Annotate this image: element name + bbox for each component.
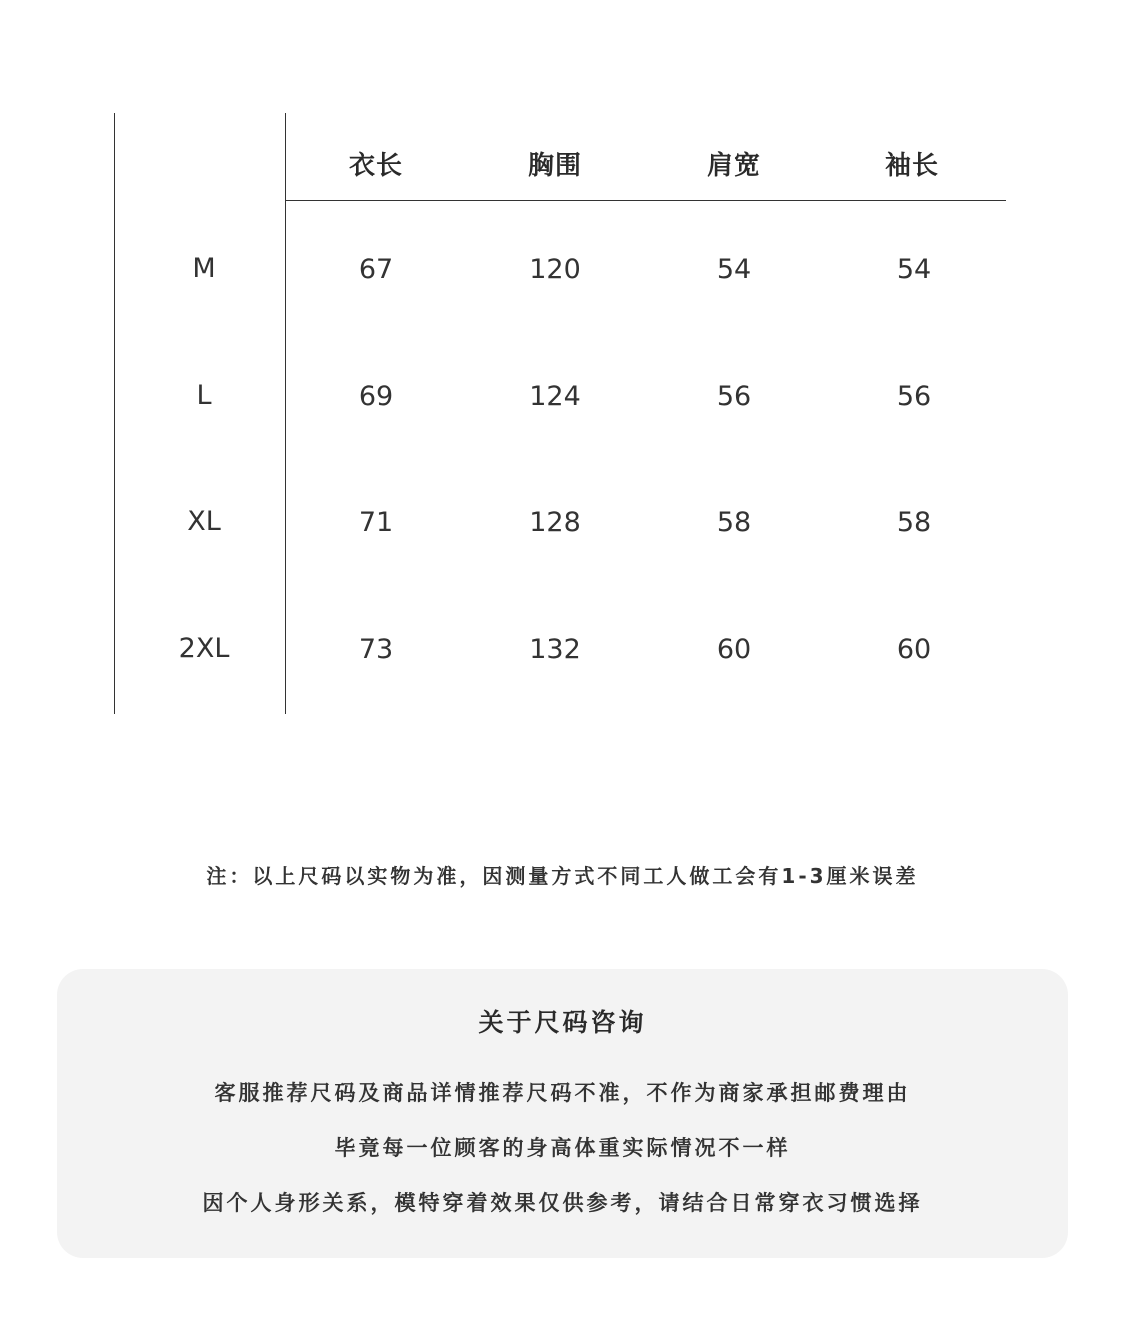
table-cell: 58: [896, 507, 932, 538]
size-label-2xl: 2XL: [178, 633, 230, 664]
table-cell: 124: [529, 381, 581, 412]
table-cell: 56: [896, 381, 932, 412]
info-line: 因个人身形关系，模特穿着效果仅供参考，请结合日常穿衣习惯选择: [202, 1191, 923, 1215]
header-chest: 胸围: [527, 151, 582, 181]
table-cell: 120: [529, 254, 581, 285]
size-label-xl: XL: [187, 506, 221, 537]
header-length: 衣长: [348, 151, 403, 181]
table-cell: 69: [358, 381, 394, 412]
size-label-l: L: [196, 380, 212, 411]
table-cell: 54: [896, 254, 932, 285]
measurement-note: 注：以上尺码以实物为准，因测量方式不同工人做工会有1-3厘米误差: [206, 864, 919, 888]
table-header-divider: [286, 200, 1006, 201]
table-cell: 128: [529, 507, 581, 538]
header-shoulder: 肩宽: [706, 151, 761, 181]
table-cell: 73: [358, 634, 394, 665]
table-cell: 54: [716, 254, 752, 285]
table-cell: 71: [358, 507, 394, 538]
info-title: 关于尺码咨询: [478, 1008, 647, 1037]
table-cell: 60: [716, 634, 752, 665]
table-cell: 56: [716, 381, 752, 412]
table-column-divider: [285, 113, 286, 714]
table-cell: 67: [358, 254, 394, 285]
header-sleeve: 袖长: [884, 151, 939, 181]
table-left-border: [114, 113, 115, 714]
table-cell: 60: [896, 634, 932, 665]
size-consultation-box: [57, 969, 1068, 1258]
table-cell: 58: [716, 507, 752, 538]
info-line: 毕竟每一位顾客的身高体重实际情况不一样: [334, 1136, 791, 1160]
table-cell: 132: [529, 634, 581, 665]
size-label-m: M: [192, 253, 216, 284]
info-line: 客服推荐尺码及商品详情推荐尺码不准，不作为商家承担邮费理由: [214, 1081, 911, 1105]
